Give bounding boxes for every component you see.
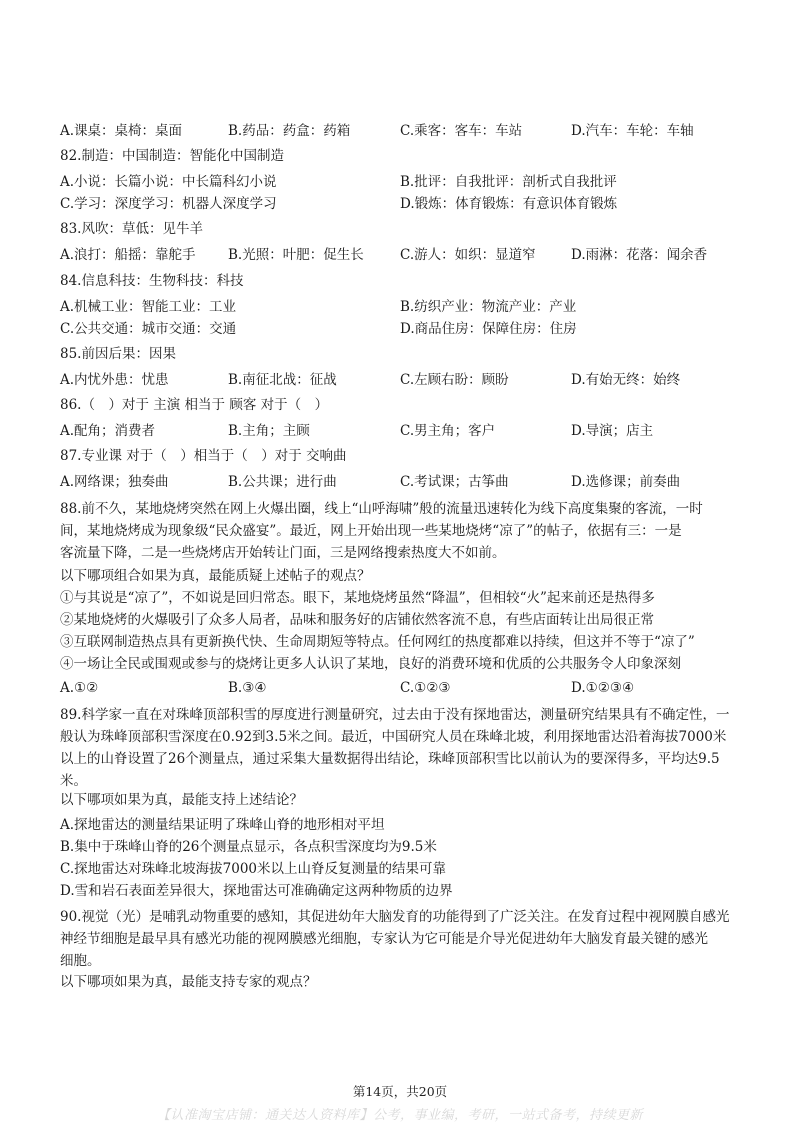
q86-option-d: D.导演；店主	[571, 423, 654, 439]
watermark: 【认准淘宝店铺：通关达人资料库】公考，事业编，考研，一站式备考，持续更新	[156, 1108, 643, 1123]
q87-option-b: B.公共课；进行曲	[228, 474, 337, 490]
q82-title: 82.制造：中国制造：智能化中国制造	[60, 148, 284, 164]
q89-question: 以下哪项如果为真，最能支持上述结论？	[60, 792, 303, 808]
q85-option-a: A.内忧外患：忧患	[60, 372, 169, 388]
q86-option-c: C.男主角；客户	[400, 423, 496, 439]
q90-stem-line: 90.视觉（光）是哺乳动物重要的感知，其促进幼年大脑发育的功能得到了广泛关注。在发育过程中视网膜自感光	[60, 909, 730, 925]
q88-statement-4: ④一场让全民或围观或参与的烧烤让更多人认识了某地，良好的消费环境和优质的公共服务令人印象深刻	[60, 656, 681, 672]
q88-stem	[60, 498, 760, 564]
q85-title: 85.前因后果：因果	[60, 346, 176, 362]
q81-option-c: C.乘客：客车：车站	[400, 123, 523, 139]
q84-option-d: D.商品住房：保障住房：住房	[400, 321, 577, 337]
q84-option-a: A.机械工业：智能工业：工业	[60, 299, 237, 315]
q87-option-d: D.选修课；前奏曲	[571, 474, 681, 490]
q81-option-a: A.课桌：桌椅：桌面	[60, 123, 183, 139]
q85-option-b: B.南征北战：征战	[228, 372, 337, 388]
q90-stem-line: 细胞。	[60, 953, 101, 969]
q82-option-a: A.小说：长篇小说：中长篇科幻小说	[60, 174, 277, 190]
q89-stem-line: 米。	[60, 773, 87, 789]
q88-statement-1: ①与其说是“凉了”，不如说是回归常态。眼下，某地烧烤虽然“降温”，但相较“火”起来前还是热得多	[60, 590, 655, 606]
q86-option-a: A.配角；消费者	[60, 423, 156, 439]
q89-stem-line: 以上的山脊设置了26个测量点，通过采集大量数据得出结论，珠峰顶部积雪比以前认为的要深得多，平均达9.5	[60, 751, 720, 767]
q83-option-d: D.雨淋：花落：闻余香	[571, 247, 708, 263]
page-number: 第14页，共20页	[352, 1084, 448, 1099]
q89-stem-line: 89.科学家一直在对珠峰顶部积雪的厚度进行测量研究，过去由于没有探地雷达，测量研究结果具有不确定性，一	[60, 707, 730, 723]
q90-stem-line: 神经节细胞是最早具有感光功能的视网膜感光细胞，专家认为它可能是介导光促进幼年大脑发育最关键的感光	[60, 931, 708, 947]
q81-option-b: B.药品：药盒：药箱	[228, 123, 351, 139]
q86-title: 86.（ ）对于 主演 相当于 顾客 对于（ ）	[60, 397, 329, 413]
q83-option-c: C.游人：如织：显道窄	[400, 247, 536, 263]
q83-option-b: B.光照：叶肥：促生长	[228, 247, 364, 263]
q85-option-d: D.有始无终：始终	[571, 372, 681, 388]
q88-option-d: D.①②③④	[571, 680, 635, 696]
q88-option-c: C.①②③	[400, 680, 451, 696]
q82-option-c: C.学习：深度学习：机器人深度学习	[60, 196, 277, 212]
q88-stem-line: 88.前不久，某地烧烤突然在网上火爆出圈，线上“山呼海啸”般的流量迅速转化为线下高度集聚的客流，一时	[60, 501, 703, 517]
q87-title: 87.专业课 对于（ ）相当于（ ）对于 交响曲	[60, 448, 347, 464]
q89-stem	[60, 704, 760, 792]
q82-option-d: D.锻炼：体育锻炼：有意识体育锻炼	[400, 196, 618, 212]
q89-option-a: A.探地雷达的测量结果证明了珠峰山脊的地形相对平坦	[60, 817, 385, 833]
q89-option-b: B.集中于珠峰山脊的26个测量点显示，各点积雪深度均为9.5米	[60, 839, 437, 855]
q85-option-c: C.左顾右盼：顾盼	[400, 372, 509, 388]
q84-option-c: C.公共交通：城市交通：交通	[60, 321, 237, 337]
q89-stem-line: 般认为珠峰顶部积雪深度在0.92到3.5米之间。最近，中国研究人员在珠峰北坡，利用探地雷达沿着海拔7000米	[60, 729, 727, 745]
q86-option-b: B.主角；主顾	[228, 423, 310, 439]
q88-option-b: B.③④	[228, 680, 267, 696]
q84-title: 84.信息科技：生物科技：科技	[60, 273, 244, 289]
q88-statement-2: ②某地烧烤的火爆吸引了众多人局者，品味和服务好的店铺依然客流不息，有些店面转让出局很正常	[60, 612, 654, 628]
q81-option-d: D.汽车：车轮：车轴	[571, 123, 694, 139]
q88-stem-line: 间，某地烧烤成为现象级“民众盛宴”。最近，网上开始出现一些某地烧烤“凉了”的帖子，依据有三：一是	[60, 523, 682, 539]
q88-stem-line: 客流量下降，二是一些烧烤店开始转让门面，三是网络搜索热度大不如前。	[60, 545, 506, 561]
q89-option-c: C.探地雷达对珠峰北坡海拔7000米以上山脊反复测量的结果可靠	[60, 861, 446, 877]
q88-option-a: A.①②	[60, 680, 99, 696]
q87-option-a: A.网络课；独奏曲	[60, 474, 169, 490]
q90-question: 以下哪项如果为真，最能支持专家的观点？	[60, 974, 317, 990]
q88-question: 以下哪项组合如果为真，最能质疑上述帖子的观点？	[60, 568, 371, 584]
q83-option-a: A.浪打：船摇：靠舵手	[60, 247, 196, 263]
q90-stem	[60, 906, 760, 972]
q87-option-c: C.考试课；古筝曲	[400, 474, 509, 490]
q82-option-b: B.批评：自我批评：剖析式自我批评	[400, 174, 617, 190]
q88-statement-3: ③互联网制造热点具有更新换代快、生命周期短等特点。任何网红的热度都难以持续，但这并不等于“凉了”	[60, 634, 695, 650]
q83-title: 83.风吹：草低：见牛羊	[60, 221, 203, 237]
q84-option-b: B.纺织产业：物流产业：产业	[400, 299, 577, 315]
q89-option-d: D.雪和岩石表面差异很大，探地雷达可准确确定这两种物质的边界	[60, 883, 453, 899]
